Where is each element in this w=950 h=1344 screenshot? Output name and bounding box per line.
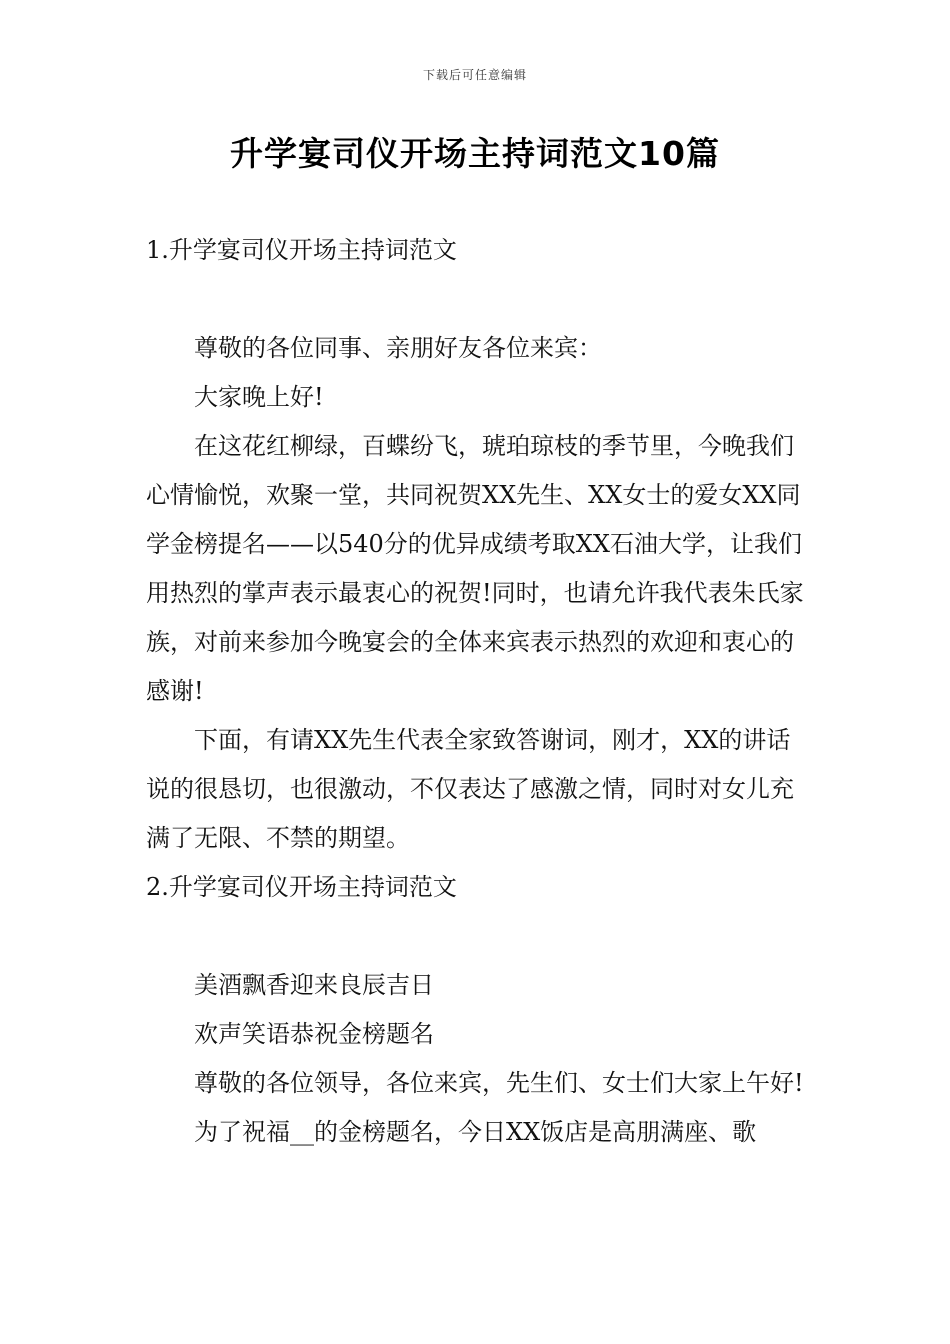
paragraph: 欢声笑语恭祝金榜题名 bbox=[194, 1020, 434, 1048]
blank-line bbox=[146, 275, 808, 324]
paragraph: 在这花红柳绿，百蝶纷飞，琥珀琼枝的季节里，今晚我们心情愉悦，欢聚一堂，共同祝贺XX先生、XX女士的爱女XX同学金榜提名——以540分的优异成绩考取XX石油大学，让我们用热烈的掌声表示最衷心的祝贺!同时，也请允许我代表朱氏家族，对前来参加今晚宴会的全体来宾表示热烈的欢迎和衷心的感谢! bbox=[146, 432, 804, 705]
paragraph: 尊敬的各位同事、亲朋好友各位来宾： bbox=[194, 334, 602, 362]
blank-line bbox=[146, 912, 808, 961]
document-title: 升学宴司仪开场主持词范文10篇 bbox=[230, 134, 720, 173]
header-note: 下载后可任意编辑 bbox=[422, 68, 527, 82]
paragraph: 下面，有请XX先生代表全家致答谢词，刚才，XX的讲话说的很恳切，也很激动，不仅表达了感激之情，同时对女儿充满了无限、不禁的期望。 bbox=[146, 726, 794, 852]
section-heading-2: 2.升学宴司仪开场主持词范文 bbox=[146, 873, 457, 901]
paragraph: 为了祝福__的金榜题名，今日XX饭店是高朋满座、歌 bbox=[194, 1118, 757, 1146]
paragraph: 美酒飘香迎来良辰吉日 bbox=[194, 971, 434, 999]
section-heading-1: 1.升学宴司仪开场主持词范文 bbox=[146, 236, 457, 264]
paragraph: 大家晚上好! bbox=[194, 383, 324, 411]
paragraph: 尊敬的各位领导，各位来宾，先生们、女士们大家上午好! bbox=[194, 1069, 804, 1097]
document-body bbox=[146, 226, 808, 1157]
